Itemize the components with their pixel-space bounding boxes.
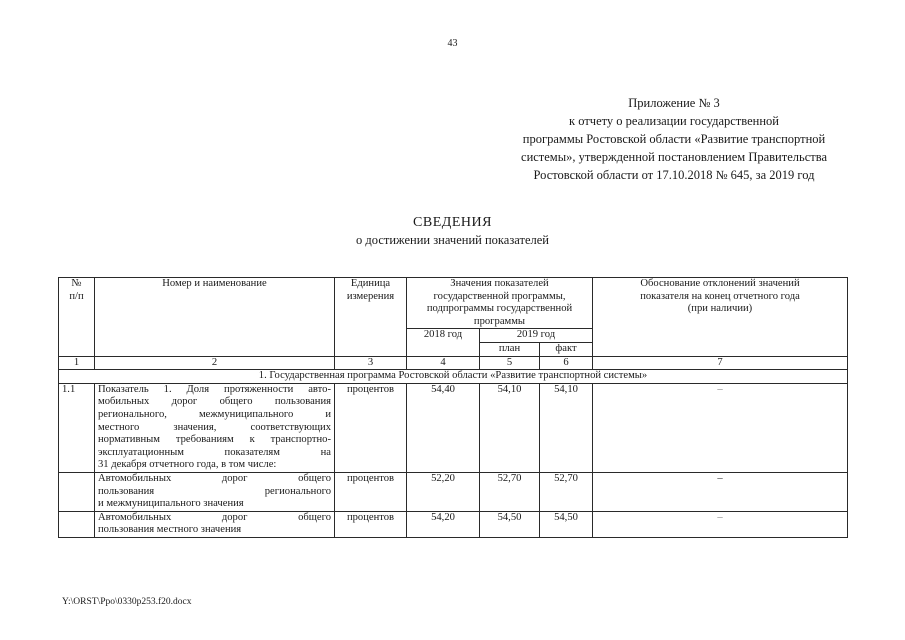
table-row: [59, 472, 848, 511]
row-value-fact: 52,70: [540, 472, 593, 511]
column-number-row: [59, 356, 848, 370]
header-values-line: Значения показателей: [450, 278, 549, 289]
row-unit: процентов: [335, 472, 407, 511]
row-num: [59, 511, 95, 537]
section-title: 1. Государственная программа Ростовской области «Развитие транспортной системы»: [59, 370, 848, 384]
row-value-2018: 54,20: [407, 511, 480, 537]
row-name: [95, 383, 335, 472]
row-name: [95, 472, 335, 511]
header-num-line: №: [71, 278, 82, 289]
row-name-line: и межмуниципального значения: [98, 498, 244, 510]
document-title: [0, 214, 905, 248]
header-values: [407, 278, 593, 329]
header-values-line: государственной программы,: [433, 290, 566, 302]
header-num-line: п/п: [69, 290, 84, 302]
header-unit-line: измерения: [346, 290, 395, 302]
row-name-line: Автомобильных дорог общего: [98, 511, 331, 523]
row-num: 1.1: [59, 383, 95, 472]
header-reason: [593, 278, 848, 357]
file-path-footer: Y:\ORST\Ppo\0330p253.f20.docx: [62, 597, 192, 607]
header-unit-line: Единица: [350, 278, 391, 289]
title-main: СВЕДЕНИЯ: [413, 215, 492, 230]
header-row: [59, 278, 848, 329]
header-fact: факт: [540, 342, 593, 356]
header-values-line: подпрограммы государственной: [426, 303, 573, 315]
appendix-line: Ростовской области от 17.10.2018 № 645, за 2019 год: [533, 168, 815, 182]
row-value-2018: 54,40: [407, 383, 480, 472]
row-unit: процентов: [335, 383, 407, 472]
appendix-line: к отчету о реализации государственной: [569, 114, 779, 128]
row-reason: –: [593, 383, 848, 472]
row-name: [95, 511, 335, 537]
column-number: 1: [59, 356, 95, 370]
column-number: 6: [540, 356, 593, 370]
column-number: 3: [335, 356, 407, 370]
row-value-plan: 54,50: [480, 511, 540, 537]
section-row: [59, 370, 848, 384]
row-name-line: Автомобильных дорог общего: [98, 472, 331, 484]
row-name-line: эксплуатационным показателям на: [98, 446, 331, 458]
table-row: [59, 511, 848, 537]
header-year-2018: 2018 год: [407, 329, 480, 356]
header-reason-line: показателя на конец отчетного года: [640, 290, 800, 302]
column-number: 7: [593, 356, 848, 370]
header-num: [59, 278, 95, 357]
column-number: 2: [95, 356, 335, 370]
appendix-line: программы Ростовской области «Развитие транспортной: [522, 132, 826, 146]
row-name-line: пользования местного значения: [98, 524, 242, 536]
column-number: 4: [407, 356, 480, 370]
row-value-plan: 52,70: [480, 472, 540, 511]
row-name-line: Показатель 1. Доля протяженности авто-: [98, 383, 331, 395]
header-values-line: программы: [473, 315, 526, 327]
page-number: 43: [447, 38, 458, 49]
row-name-line: регионального, межмуниципального и: [98, 408, 331, 420]
row-num: [59, 472, 95, 511]
appendix-line: Приложение № 3: [628, 96, 720, 110]
row-name-line: местного значения, соответствующих: [98, 421, 331, 433]
row-value-2018: 52,20: [407, 472, 480, 511]
row-value-fact: 54,10: [540, 383, 593, 472]
appendix-block: [521, 94, 827, 184]
row-value-plan: 54,10: [480, 383, 540, 472]
row-name-line: нормативным требованиям к транспортно-: [98, 434, 331, 446]
header-year-2019: 2019 год: [480, 329, 593, 343]
header-plan: план: [480, 342, 540, 356]
row-name-line: пользования регионального: [98, 485, 331, 497]
appendix-line: системы», утвержденной постановлением Правительства: [521, 150, 827, 164]
header-name: Номер и наименование: [95, 278, 335, 357]
title-sub: о достижении значений показателей: [356, 233, 549, 247]
row-name-line: 31 декабря отчетного года, в том числе:: [98, 459, 277, 471]
row-unit: процентов: [335, 511, 407, 537]
header-reason-line: Обоснование отклонений значений: [640, 278, 800, 289]
indicators-table: [58, 277, 848, 538]
header-unit: [335, 278, 407, 357]
column-number: 5: [480, 356, 540, 370]
header-reason-line: (при наличии): [687, 303, 753, 315]
table-row: [59, 383, 848, 472]
row-name-line: мобильных дорог общего пользования: [98, 396, 331, 408]
row-reason: –: [593, 511, 848, 537]
row-value-fact: 54,50: [540, 511, 593, 537]
row-reason: –: [593, 472, 848, 511]
